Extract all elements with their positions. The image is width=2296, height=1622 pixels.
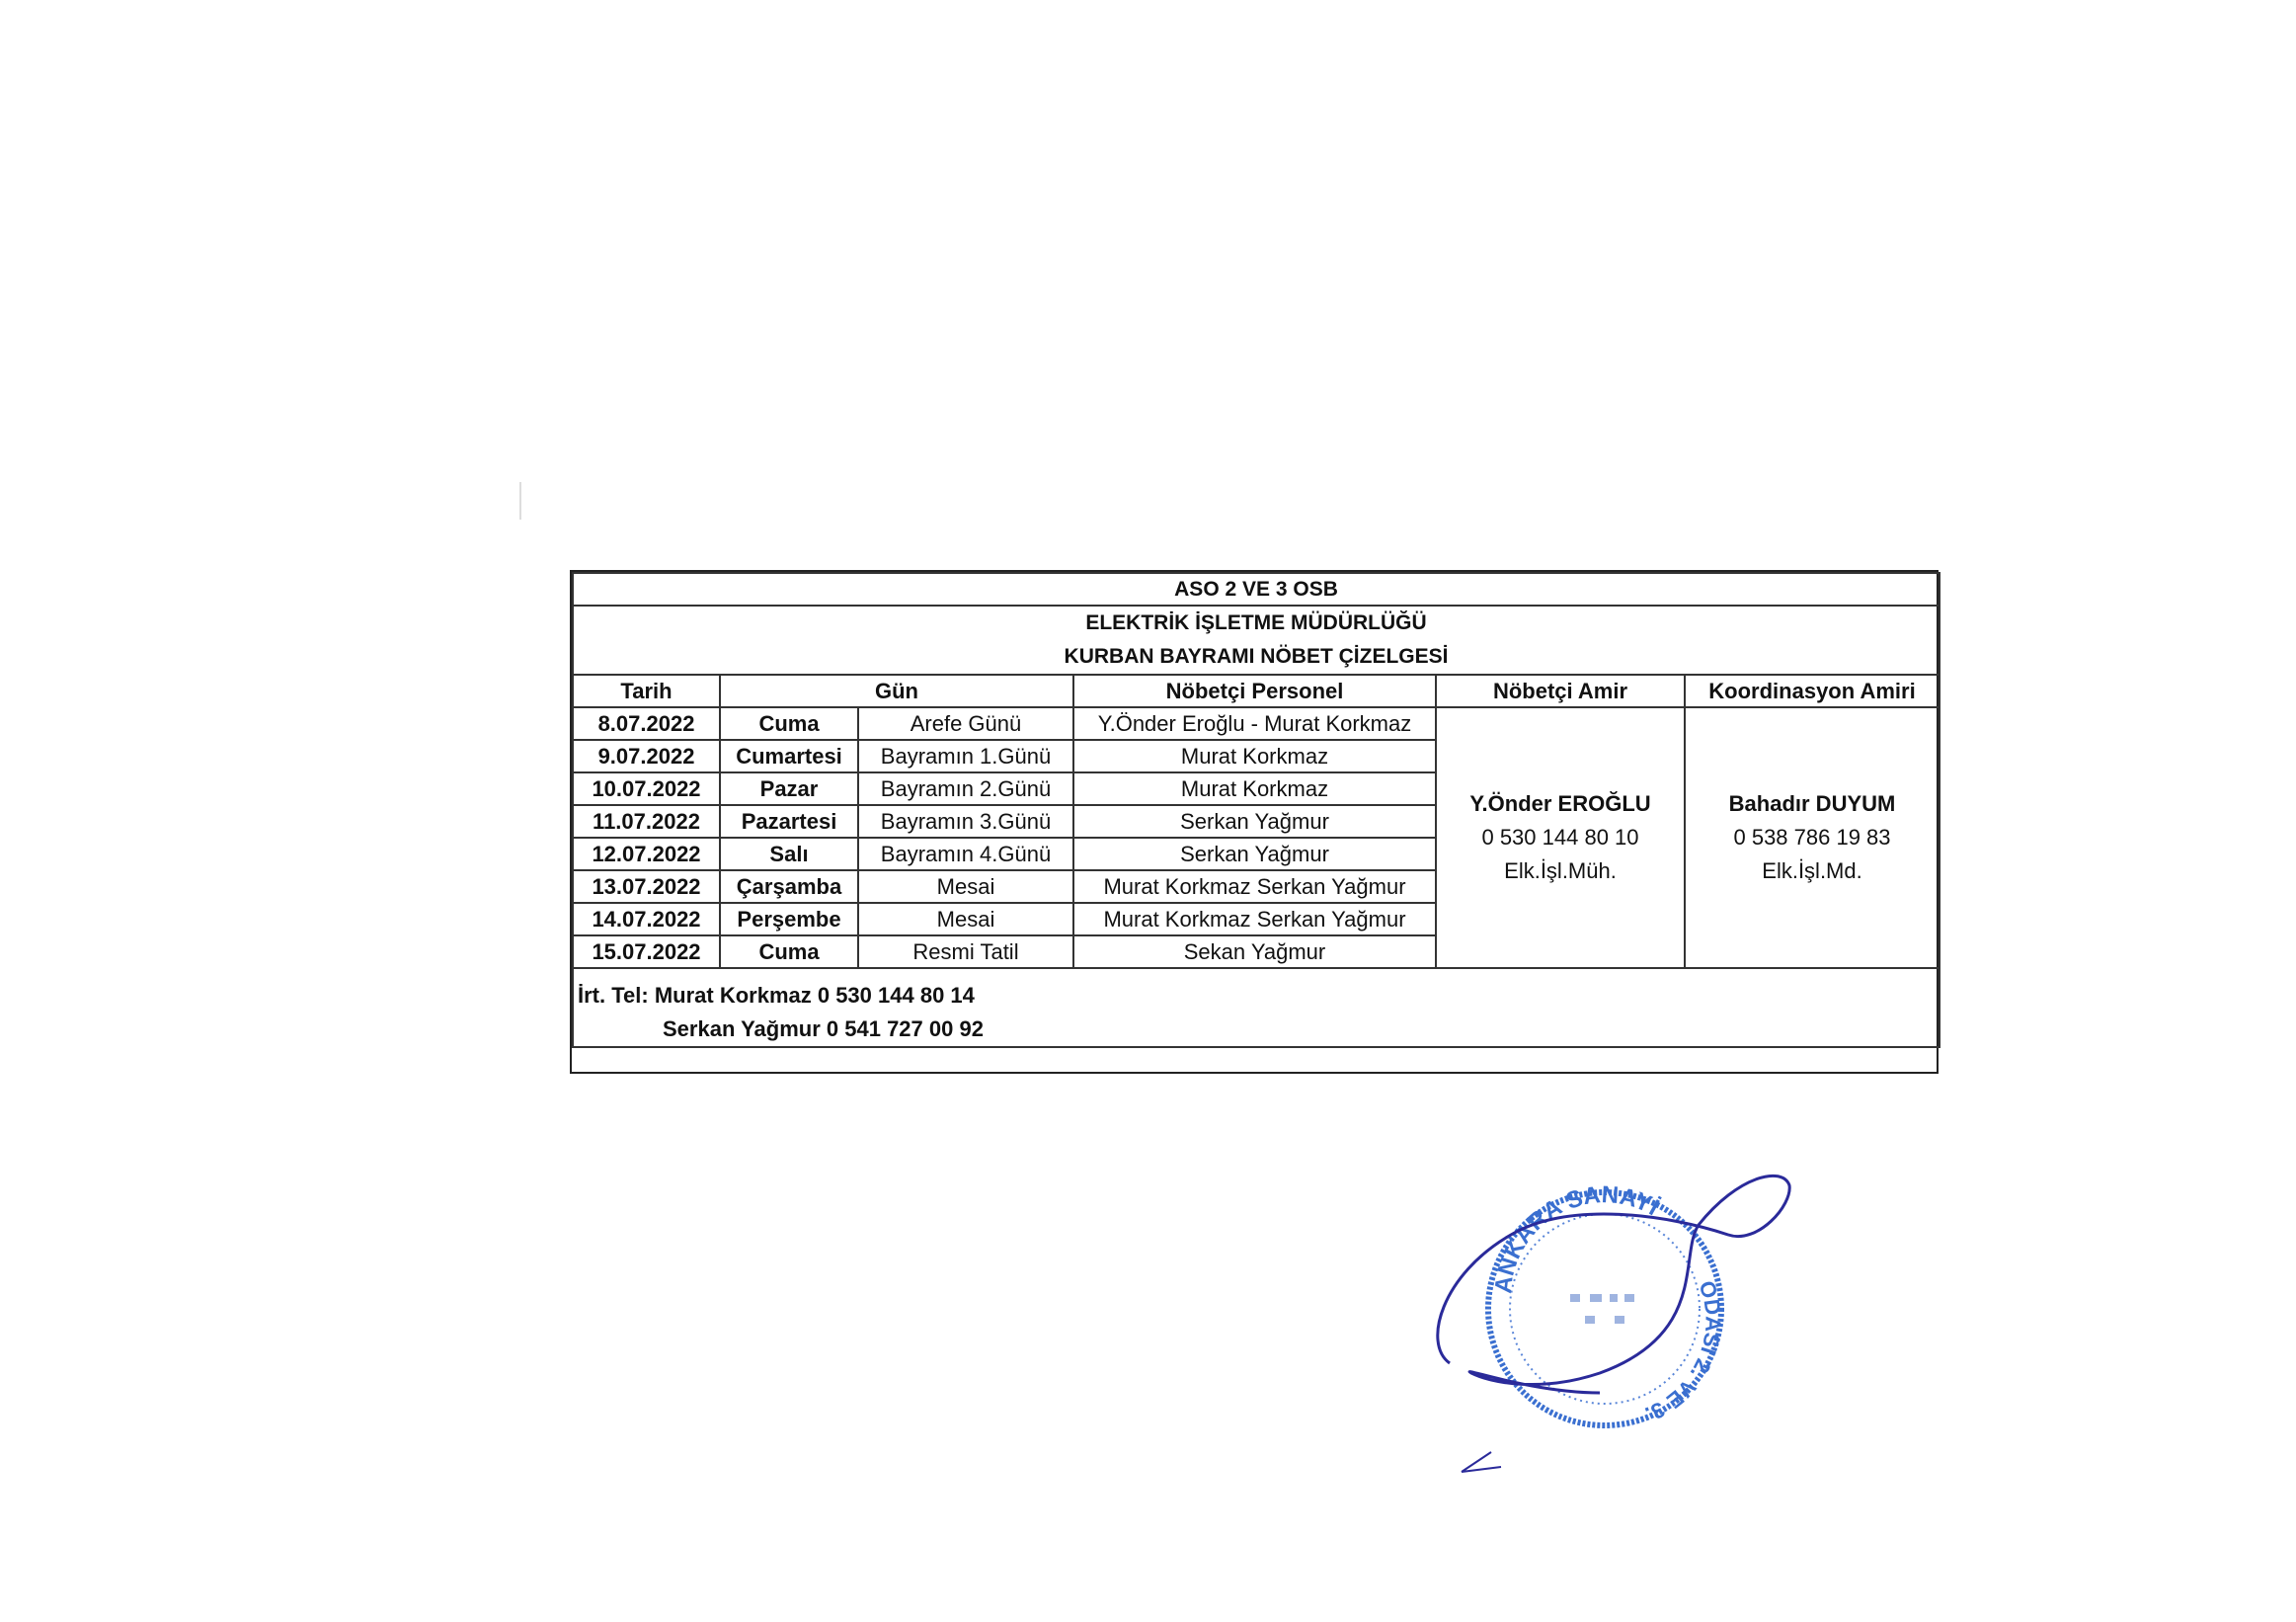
row-day: Cumartesi <box>720 740 858 772</box>
row-day: Salı <box>720 838 858 870</box>
schedule-heading <box>573 606 1940 675</box>
row-desc: Bayramın 4.Günü <box>858 838 1073 870</box>
row-date: 12.07.2022 <box>573 838 720 870</box>
col-header-amir: Nöbetçi Amir <box>1436 675 1685 707</box>
supervisor-title: Elk.İşl.Müh. <box>1504 858 1617 883</box>
row-day: Pazartesi <box>720 805 858 838</box>
col-header-koordinasyon: Koordinasyon Amiri <box>1685 675 1940 707</box>
row-day: Çarşamba <box>720 870 858 903</box>
stamp-inner-ring <box>1510 1214 1700 1404</box>
col-header-gun: Gün <box>720 675 1073 707</box>
supervisor-name: Y.Önder EROĞLU <box>1469 791 1651 816</box>
row-date: 14.07.2022 <box>573 903 720 935</box>
coordination-supervisor-cell <box>1685 707 1940 968</box>
row-date: 8.07.2022 <box>573 707 720 740</box>
coordinator-name: Bahadır DUYUM <box>1728 791 1896 816</box>
duty-schedule-table <box>572 572 1940 1048</box>
row-date: 13.07.2022 <box>573 870 720 903</box>
row-desc: Arefe Günü <box>858 707 1073 740</box>
contact-line-1: İrt. Tel: Murat Korkmaz 0 530 144 80 14 <box>578 983 975 1008</box>
col-header-personel: Nöbetçi Personel <box>1073 675 1436 707</box>
stamp-center-marks <box>1570 1294 1634 1324</box>
stamp-text-top: ANKARA SANAYİ <box>1489 1181 1664 1295</box>
coordinator-title: Elk.İşl.Md. <box>1762 858 1862 883</box>
duty-schedule-sheet <box>570 570 1939 1074</box>
signature-tail <box>1462 1452 1501 1472</box>
row-day: Perşembe <box>720 903 858 935</box>
official-stamp <box>1402 1146 1797 1482</box>
row-day: Pazar <box>720 772 858 805</box>
row-staff: Sekan Yağmur <box>1073 935 1436 968</box>
supervisor-phone: 0 530 144 80 10 <box>1481 825 1639 850</box>
row-desc: Bayramın 2.Günü <box>858 772 1073 805</box>
col-header-tarih: Tarih <box>573 675 720 707</box>
row-staff: Y.Önder Eroğlu - Murat Korkmaz <box>1073 707 1436 740</box>
row-day: Cuma <box>720 707 858 740</box>
row-desc: Bayramın 1.Günü <box>858 740 1073 772</box>
row-desc: Resmi Tatil <box>858 935 1073 968</box>
row-staff: Murat Korkmaz Serkan Yağmur <box>1073 903 1436 935</box>
row-desc: Mesai <box>858 903 1073 935</box>
row-staff: Murat Korkmaz Serkan Yağmur <box>1073 870 1436 903</box>
coordinator-phone: 0 538 786 19 83 <box>1733 825 1891 850</box>
duty-supervisor-cell <box>1436 707 1685 968</box>
contact-footer <box>573 968 1940 1047</box>
row-day: Cuma <box>720 935 858 968</box>
table-row <box>573 707 1940 740</box>
row-date: 9.07.2022 <box>573 740 720 772</box>
row-staff: Murat Korkmaz <box>1073 772 1436 805</box>
contact-line-2: Serkan Yağmur 0 541 727 00 92 <box>663 1016 984 1041</box>
row-date: 10.07.2022 <box>573 772 720 805</box>
row-staff: Serkan Yağmur <box>1073 805 1436 838</box>
schedule-title: KURBAN BAYRAMI NÖBET ÇİZELGESİ <box>1064 645 1449 668</box>
row-date: 15.07.2022 <box>573 935 720 968</box>
row-desc: Mesai <box>858 870 1073 903</box>
stamp-text-right: ODASI 2. VE 3. <box>1641 1277 1726 1427</box>
org-title: ASO 2 VE 3 OSB <box>573 573 1940 606</box>
row-staff: Serkan Yağmur <box>1073 838 1436 870</box>
scan-mark <box>519 482 521 520</box>
row-desc: Bayramın 3.Günü <box>858 805 1073 838</box>
row-date: 11.07.2022 <box>573 805 720 838</box>
dept-title: ELEKTRİK İŞLETME MÜDÜRLÜĞÜ <box>1085 611 1427 634</box>
row-staff: Murat Korkmaz <box>1073 740 1436 772</box>
